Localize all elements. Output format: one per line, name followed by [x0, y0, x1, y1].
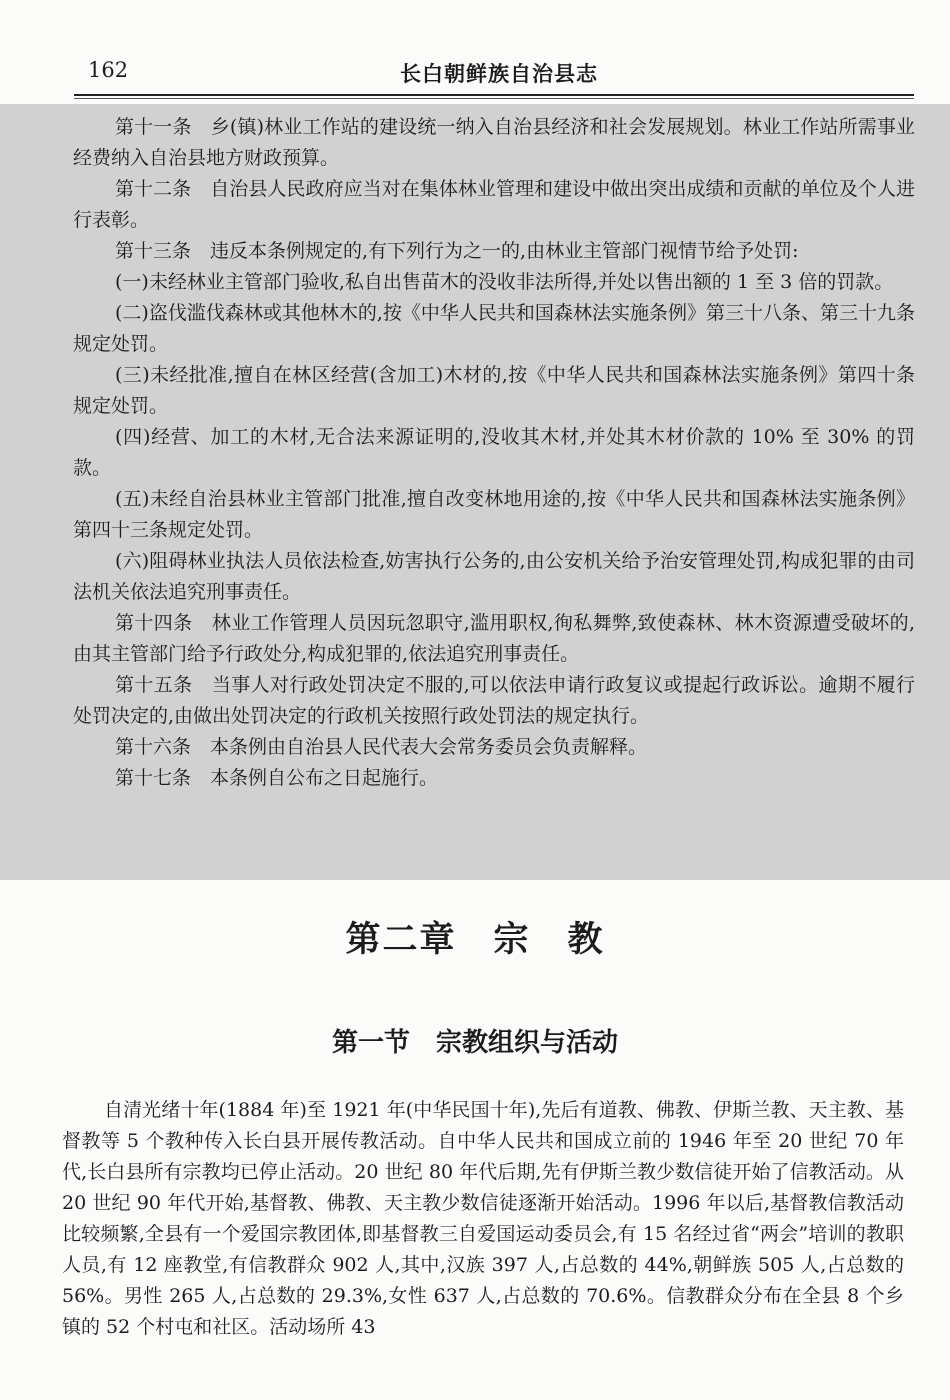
article-16: 第十六条 本条例由自治县人民代表大会常务委员会负责解释。: [115, 736, 648, 758]
article-15: 第十五条 当事人对行政处罚决定不服的,可以依法申请行政复议或提起行政诉讼。逾期不履行处罚决定的,由做出处罚决定的行政机关按照行政处罚法的规定执行。: [73, 674, 915, 727]
article-13-item-6: (六)阻碍林业执法人员依法检查,妨害执行公务的,由公安机关给予治安管理处罚,构成犯罪的由司法机关依法追究刑事责任。: [73, 550, 915, 603]
section-title: 第一节 宗教组织与活动: [331, 1028, 618, 1058]
page-number: 162: [88, 58, 129, 82]
body-paragraph: 自清光绪十年(1884 年)至 1921 年(中华民国十年),先后有道教、佛教、伊斯兰教、天主教、基督教等 5 个教种传入长白县开展传教活动。自中华人民共和国成立前的 1946 年至 20 世纪 70 年代,长白县所有宗教均已停止活动。20 世纪 80 年代后期,先有伊斯兰教少数信徒开始了信教活动。从 20 世纪 90 年代开始,基督教、佛教、天主教少数信徒逐渐开始活动。1996 年以后,基督教信教活动比较频繁,全县有一个爱国宗教团体,即基督教三自爱国运动委员会,有 15 名经过省“两会”培训的教职人员,有 12 座教堂,有信教群众 902 人,其中,汉族 397 人,占总数的 44%,朝鲜族 505 人,占总数的 56%。男性 265 人,占总数的 29.3%,女性 637 人,占总数的 70.6%。信教群众分布在全县 8 个乡镇的 52 个村屯和社区。活动场所 43: [62, 1099, 904, 1338]
article-13-item-3: (三)未经批准,擅自在林区经营(含加工)木材的,按《中华人民共和国森林法实施条例》第四十条规定处罚。: [73, 364, 915, 417]
article-13-item-2: (二)盗伐滥伐森林或其他林木的,按《中华人民共和国森林法实施条例》第三十八条、第三十九条规定处罚。: [73, 302, 915, 355]
chapter-title: 第二章 宗 教: [345, 920, 605, 960]
article-17: 第十七条 本条例自公布之日起施行。: [115, 767, 439, 789]
body-text: [62, 1095, 904, 1343]
article-11: 第十一条 乡(镇)林业工作站的建设统一纳入自治县经济和社会发展规划。林业工作站所需事业经费纳入自治县地方财政预算。: [73, 116, 915, 169]
regulation-text: [73, 112, 915, 794]
article-13: 第十三条 违反本条例规定的,有下列行为之一的,由林业主管部门视情节给予处罚:: [115, 240, 799, 262]
highlighted-regulation-block: [0, 104, 950, 880]
article-12: 第十二条 自治县人民政府应当对在集体林业管理和建设中做出突出成绩和贡献的单位及个人进行表彰。: [73, 178, 915, 231]
header-rule-thin: [74, 98, 914, 99]
article-13-item-1: (一)未经林业主管部门验收,私自出售苗木的没收非法所得,并处以售出额的 1 至 3 倍的罚款。: [115, 271, 894, 293]
running-title: 长白朝鲜族自治县志: [400, 61, 598, 86]
article-13-item-4: (四)经营、加工的木材,无合法来源证明的,没收其木材,并处其木材价款的 10% 至 30% 的罚款。: [73, 426, 915, 479]
article-13-item-5: (五)未经自治县林业主管部门批准,擅自改变林地用途的,按《中华人民共和国森林法实施条例》第四十三条规定处罚。: [73, 488, 915, 541]
header-rule: [74, 94, 914, 96]
article-14: 第十四条 林业工作管理人员因玩忽职守,滥用职权,徇私舞弊,致使森林、林木资源遭受破坏的,由其主管部门给予行政处分,构成犯罪的,依法追究刑事责任。: [73, 612, 915, 665]
